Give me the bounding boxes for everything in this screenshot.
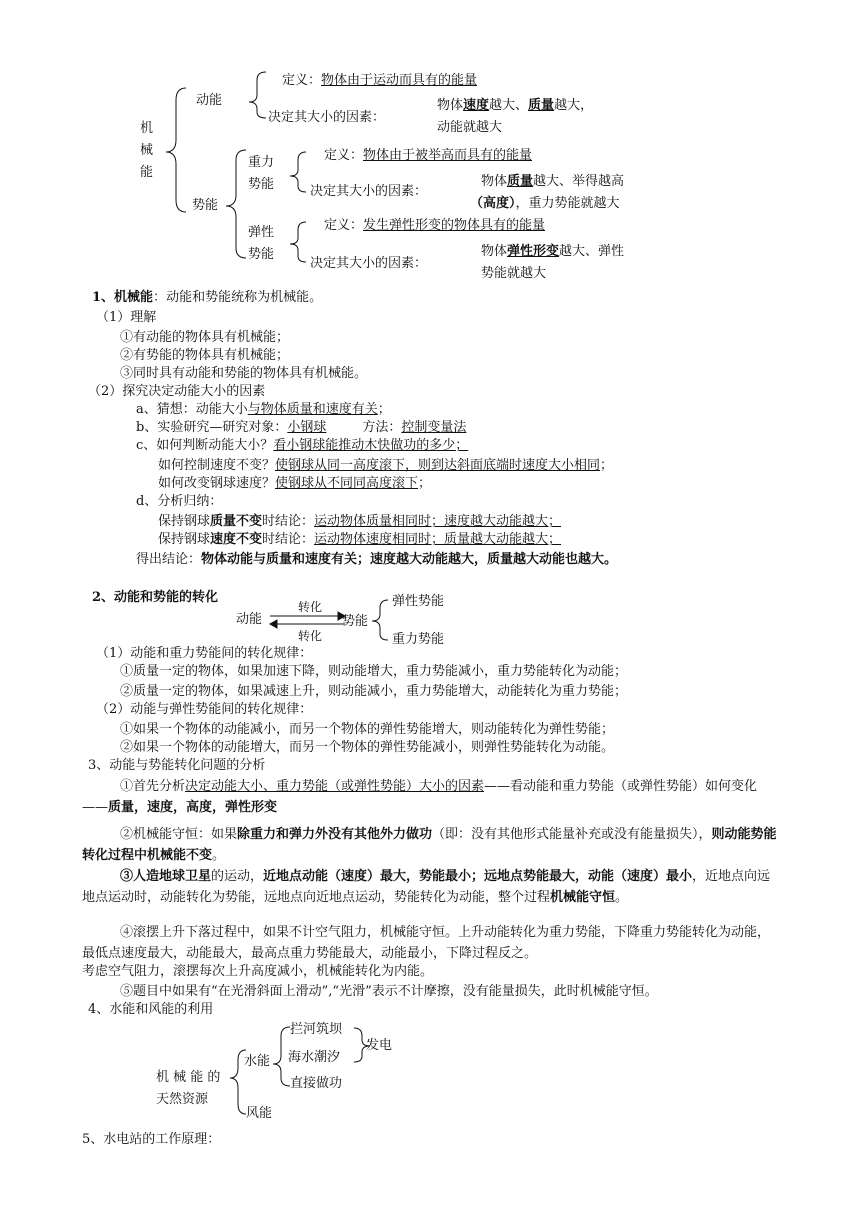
sec2-elastic: 弹性势能 <box>392 594 445 609</box>
sec2-p2-item: ②如果一个物体的动能增大，而另一个物体的弹性势能减小，则弹性势能转化为动能。 <box>120 740 615 755</box>
sec4-dam: 拦河筑坝 <box>290 1022 343 1037</box>
sec4-wind: 风能 <box>246 1106 273 1121</box>
gravity-factor-line2: （高度），重力势能就越大 <box>470 196 620 211</box>
gravity-definition: 定义：物体由于被举高而具有的能量 <box>324 148 533 163</box>
tree-root-label: 机 械 能 <box>140 121 154 180</box>
sec4-title: 4、水能和风能的利用 <box>88 1002 214 1017</box>
kinetic-label: 动能 <box>196 93 223 108</box>
sec1-conclusion: 得出结论：物体动能与质量和速度有关；速度越大动能越大，质量越大动能也越大。 <box>136 552 618 567</box>
sec1-p1-item: ②有势能的物体具有机械能； <box>120 348 290 363</box>
gravity-factor: 物体质量越大、举得越高 <box>481 174 625 189</box>
sec1-p2: （2）探究决定动能大小的因素 <box>88 384 266 399</box>
sec2-title: 2、动能和势能的转化 <box>92 590 219 605</box>
sec4-tide: 海水潮汐 <box>288 1050 341 1065</box>
sec1-d1: 保持钢球质量不变时结论：运动物体质量相同时；速度越大动能越大； <box>158 514 562 529</box>
sec1-d2: 保持钢球速度不变时结论：运动物体速度相同时；质量越大动能越大； <box>158 532 562 547</box>
sec1-title: 1、机械能：动能和势能统称为机械能。 <box>92 290 323 305</box>
sec2-arrow-bottom-label: 转化 <box>298 629 323 643</box>
sec1-c: c、如何判断动能大小？看小钢球能推动木快做功的多少； <box>136 438 469 453</box>
potential-label: 势能 <box>192 198 219 213</box>
sec3-item5: ⑤题目中如果有“在光滑斜面上滑动”,“光滑”表示不计摩擦，没有能量损失，此时机械能守恒。 <box>120 984 658 999</box>
elastic-factor-label: 决定其大小的因素： <box>310 256 428 271</box>
sec1-c3: 如何改变钢球速度？使钢球从不同同高度滚下； <box>158 476 432 491</box>
sec2-p2-item: ①如果一个物体的动能减小，而另一个物体的弹性势能增大，则动能转化为弹性势能； <box>120 722 615 737</box>
sec2-p1: （1）动能和重力势能间的转化规律： <box>96 646 313 661</box>
sec2-p1-item: ②质量一定的物体，如果减速上升，则动能减小，重力势能增大，动能转化为重力势能； <box>120 684 628 699</box>
sec1-p1: （1）理解 <box>96 310 157 325</box>
sec2-kinetic: 动能 <box>236 612 263 627</box>
sec4-root-line1: 机 械 能 的 <box>156 1070 221 1085</box>
sec1-c2: 如何控制速度不变？使钢球从同一高度滚下，则到达斜面底端时速度大小相同； <box>158 458 614 473</box>
sec4-direct: 直接做功 <box>290 1076 343 1091</box>
elastic-factor-line2: 势能就越大 <box>481 266 547 281</box>
sec1-b: b、实验研究—研究对象：小钢球 方法：控制变量法 <box>136 420 467 435</box>
sec3-item3: ③人造地球卫星的运动，近地点动能（速度）最大，势能最小；远地点势能最大，动能（速度）最小，近地点向远地点运动时，动能转化为势能，远地点向近地点运动，势能转化为动能，整个过程机械能守恒。 <box>82 869 771 905</box>
sec2-p1-item: ①质量一定的物体，如果加速下降，则动能增大，重力势能减小，重力势能转化为动能； <box>120 664 628 679</box>
elastic-factor: 物体弹性形变越大、弹性 <box>481 244 625 259</box>
kinetic-factor-label: 决定其大小的因素： <box>268 110 386 125</box>
sec3-title: 3、动能与势能转化问题的分析 <box>88 758 266 773</box>
elastic-label: 弹性 势能 <box>248 225 275 262</box>
sec3-item4: ④滚摆上升下落过程中，如果不计空气阻力，机械能守恒。上升动能转化为重力势能，下降重力势能转化为动能，最低点速度最大，动能最大，最高点重力势能最大，动能最小，下降过程反之。 <box>82 925 771 961</box>
kinetic-factor-line2: 动能就越大 <box>437 120 503 135</box>
elastic-definition: 定义：发生弹性形变的物体具有的能量 <box>324 218 546 233</box>
sec4-water: 水能 <box>244 1054 271 1069</box>
kinetic-factor: 物体速度越大、质量越大， <box>437 98 594 113</box>
sec2-p2: （2）动能与弹性势能间的转化规律： <box>96 702 313 717</box>
sec2-gravity: 重力势能 <box>392 632 445 647</box>
sec3-item1: ①首先分析决定动能大小、重力势能（或弹性势能）大小的因素——看动能和重力势能（或弹性势能）如何变化——质量，速度，高度，弹性形变 <box>82 779 758 815</box>
sec2-potential: 势能 <box>342 614 369 629</box>
sec2-arrow-top-label: 转化 <box>298 600 323 614</box>
sec1-p1-item: ①有动能的物体具有机械能； <box>120 330 290 345</box>
sec5-title: 5、水电站的工作原理： <box>82 1132 221 1147</box>
kinetic-definition: 定义：物体由于运动而具有的能量 <box>282 73 478 88</box>
sec4-root-line2: 天然资源 <box>156 1092 209 1107</box>
sec3-item2: ②机械能守恒：如果除重力和弹力外没有其他外力做功（即：没有其他形式能量补充或没有能量损失），则动能势能转化过程中机械能不变。 <box>82 827 777 863</box>
gravity-factor-label: 决定其大小的因素： <box>310 184 428 199</box>
sec3-item4b: 考虑空气阻力，滚摆每次上升高度减小，机械能转化为内能。 <box>82 964 434 979</box>
sec1-d: d、分析归纳： <box>136 494 223 509</box>
gravity-label: 重力 势能 <box>248 155 275 192</box>
sec4-power: 发电 <box>366 1038 393 1053</box>
sec1-p1-item: ③同时具有动能和势能的物体具有机械能。 <box>120 366 368 381</box>
sec1-a: a、猜想：动能大小与物体质量和速度有关； <box>136 402 391 417</box>
